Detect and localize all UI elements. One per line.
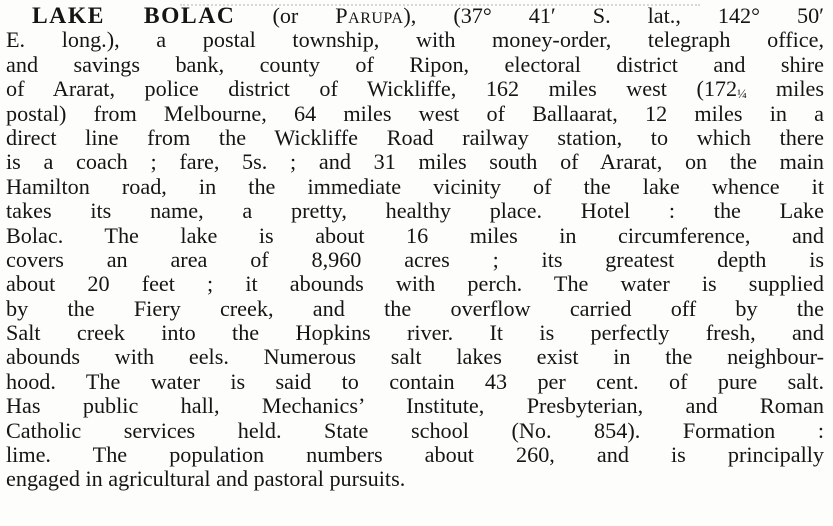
entry-line: E. long.), a postal township, with money-order, telegraph office, (6, 27, 824, 53)
entry-coordinates: (37° 41′ S. lat., 142° 50′ (453, 3, 825, 28)
entry-fraction: ¼ (737, 86, 747, 102)
entry-line-text: of Ararat, police district of Wickliffe, 162 miles west (172 (6, 76, 738, 102)
entry-line: direct line from the Wickliffe Road railway station, to which there (6, 124, 824, 150)
entry-headword: LAKE BOLAC (32, 3, 236, 29)
entry-line: covers an area of 8,960 acres ; its greatest depth is (6, 246, 824, 272)
entry-line: postal) from Melbourne, 64 miles west of Ballaarat, 12 miles in a (6, 100, 824, 126)
entry-alt-name: Parupa (335, 3, 404, 28)
entry-line: abounds with eels. Numerous salt lakes exist in the neighbour- (6, 344, 824, 370)
entry-line: and savings bank, county of Ripon, electoral district and shire (6, 51, 824, 77)
gazetteer-entry (6, 4, 824, 492)
entry-line-last: engaged in agricultural and pastoral pursuits. (6, 466, 406, 492)
entry-line: about 20 feet ; it abounds with perch. The water is supplied (6, 271, 824, 297)
entry-line: Hamilton road, in the immediate vicinity of the lake whence it (6, 173, 824, 199)
entry-line: Catholic services held. State school (No. 854). Formation : (6, 417, 824, 443)
entry-line (6, 77, 824, 101)
entry-line: lime. The population numbers about 260, and is principally (6, 442, 824, 468)
entry-line: Salt creek into the Hopkins river. It is perfectly fresh, and (6, 320, 824, 346)
entry-line-tail: miles (746, 76, 824, 102)
entry-line: hood. The water is said to contain 43 per cent. of pure salt. (6, 368, 824, 394)
entry-line: takes its name, a pretty, healthy place. Hotel : the Lake (6, 198, 824, 224)
entry-line: by the Fiery creek, and the overflow carried off by the (6, 295, 824, 321)
alt-name-close: ), (403, 3, 417, 28)
alt-name-open: (or (272, 3, 336, 28)
entry-line: is a coach ; fare, 5s. ; and 31 miles south of Ararat, on the main (6, 149, 824, 175)
entry-line-heading (6, 4, 824, 28)
entry-line: Has public hall, Mechanics’ Institute, Presbyterian, and Roman (6, 393, 824, 419)
entry-line: Bolac. The lake is about 16 miles in circumference, and (6, 222, 824, 248)
